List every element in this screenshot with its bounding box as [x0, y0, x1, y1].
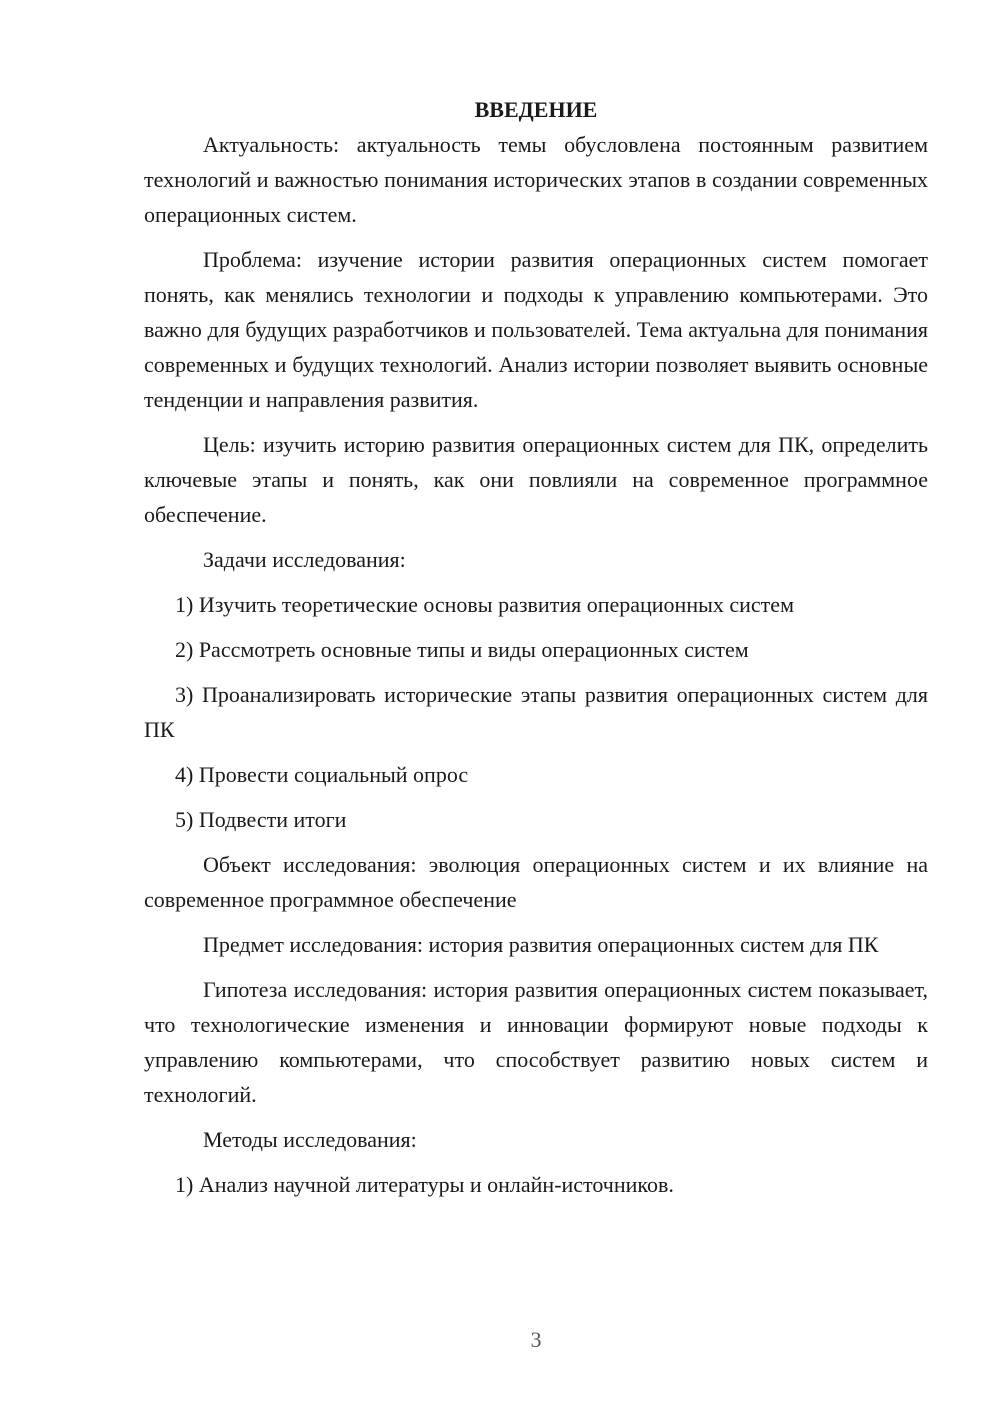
section-title: ВВЕДЕНИЕ	[474, 97, 598, 122]
list-item-method-1: 1) Анализ научной литературы и онлайн-источников.	[175, 1172, 674, 1197]
list-item-task-2: 2) Рассмотреть основные типы и виды операционных систем	[175, 637, 749, 662]
paragraph-goal: Цель: изучить историю развития операционных систем для ПК, определить ключевые этапы и понять, как они повлияли на современное программное обеспечение.	[144, 432, 928, 527]
paragraph-methods-heading: Методы исследования:	[203, 1127, 417, 1152]
paragraph-object: Объект исследования: эволюция операционных систем и их влияние на современное программное обеспечение	[144, 852, 928, 912]
paragraph-relevance: Актуальность: актуальность темы обусловлена постоянным развитием технологий и важностью понимания исторических этапов в создании современных операционных систем.	[144, 132, 928, 227]
paragraph-subject: Предмет исследования: история развития операционных систем для ПК	[203, 932, 879, 957]
paragraph-tasks-heading: Задачи исследования:	[203, 547, 406, 572]
paragraph-problem: Проблема: изучение истории развития операционных систем помогает понять, как менялись технологии и подходы к управлению компьютерами. Это важно для будущих разработчиков и пользователей. Тема актуальна для понимания современных и будущих технологий. Анализ истории позволяет выявить основные тенденции и направления развития.	[144, 247, 928, 412]
list-item-task-5: 5) Подвести итоги	[175, 807, 347, 832]
document-page	[144, 92, 928, 1212]
list-item-task-1: 1) Изучить теоретические основы развития операционных систем	[175, 592, 794, 617]
paragraph-hypothesis: Гипотеза исследования: история развития операционных систем показывает, что технологические изменения и инновации формируют новые подходы к управлению компьютерами, что способствует развитию новых систем и технологий.	[144, 977, 928, 1107]
page-number: 3	[530, 1327, 542, 1352]
list-item-task-3: 3) Проанализировать исторические этапы развития операционных систем для ПК	[144, 682, 928, 742]
list-item-task-4: 4) Провести социальный опрос	[175, 762, 469, 787]
